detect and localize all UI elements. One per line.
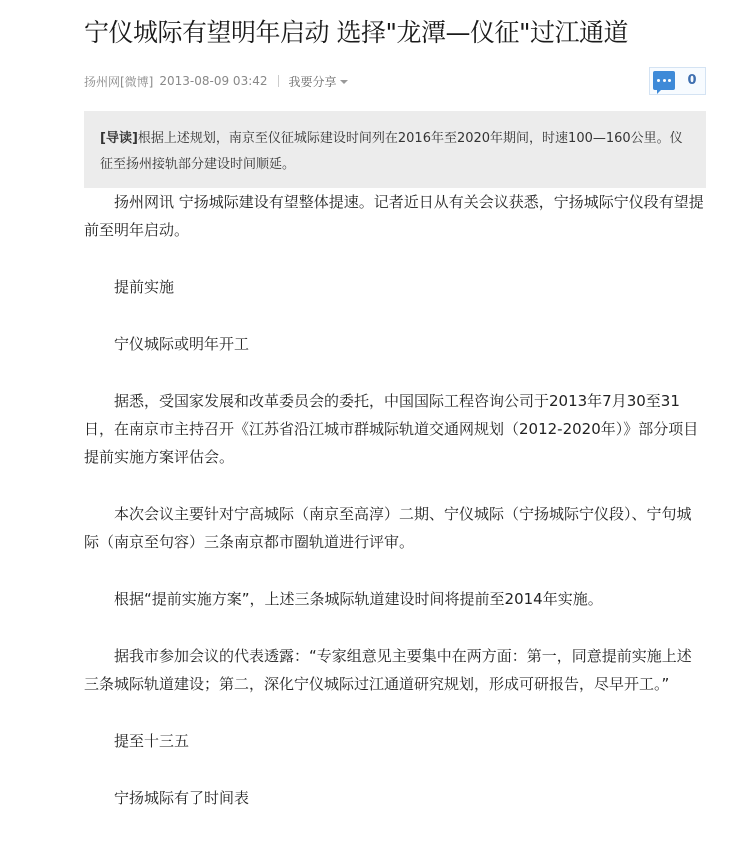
- section-subheading: 宁扬城际有了时间表: [114, 789, 250, 807]
- comment-count-button[interactable]: [649, 67, 706, 95]
- paragraph: 根据“提前实施方案”，上述三条城际轨道建设时间将提前至2014年实施。: [114, 590, 603, 608]
- article-source[interactable]: 扬州网[微博]: [84, 74, 154, 89]
- section-heading: 提至十三五: [114, 732, 190, 750]
- share-label: 我要分享: [288, 74, 337, 89]
- section-subheading: 宁仪城际或明年开工: [114, 335, 250, 353]
- lead-tag: [导读]: [100, 131, 138, 146]
- chevron-down-icon: [340, 80, 348, 84]
- paragraph: 本次会议主要针对宁高城际（南京至高淳）二期、宁仪城际（宁扬城际宁仪段）、宁句城际（南京至句容）三条南京都市圈轨道进行评审。: [84, 505, 692, 551]
- article-date: 2013-08-09 03:42: [159, 74, 268, 88]
- article-body: [84, 188, 706, 841]
- article-meta: [84, 70, 348, 92]
- comment-count: 0: [687, 73, 697, 88]
- paragraph: 据悉，受国家发展和改革委员会的委托，中国国际工程咨询公司于2013年7月30至31日，在南京市主持召开《江苏省沿江城市群城际轨道交通网规划（2012-2020年）》部分项目提前实施方案评估会。: [84, 392, 699, 466]
- section-heading: 提前实施: [114, 278, 175, 296]
- meta-divider: [278, 75, 279, 87]
- share-menu-button[interactable]: [289, 73, 348, 90]
- comment-icon: [653, 71, 675, 90]
- article-lead-box: [84, 111, 706, 188]
- paragraph: 据我市参加会议的代表透露：“专家组意见主要集中在两方面：第一，同意提前实施上述三条城际轨道建设；第二，深化宁仪城际过江通道研究规划，形成可研报告，尽早开工。”: [84, 647, 692, 693]
- article-title: 宁仪城际有望明年启动 选择"龙潭—仪征"过江通道: [84, 18, 628, 47]
- lead-text: 根据上述规划，南京至仪征城际建设时间列在2016年至2020年期间，时速100—160公里。仪征至扬州接轨部分建设时间顺延。: [100, 131, 683, 172]
- paragraph: 扬州网讯 宁扬城际建设有望整体提速。记者近日从有关会议获悉，宁扬城际宁仪段有望提前至明年启动。: [84, 193, 704, 239]
